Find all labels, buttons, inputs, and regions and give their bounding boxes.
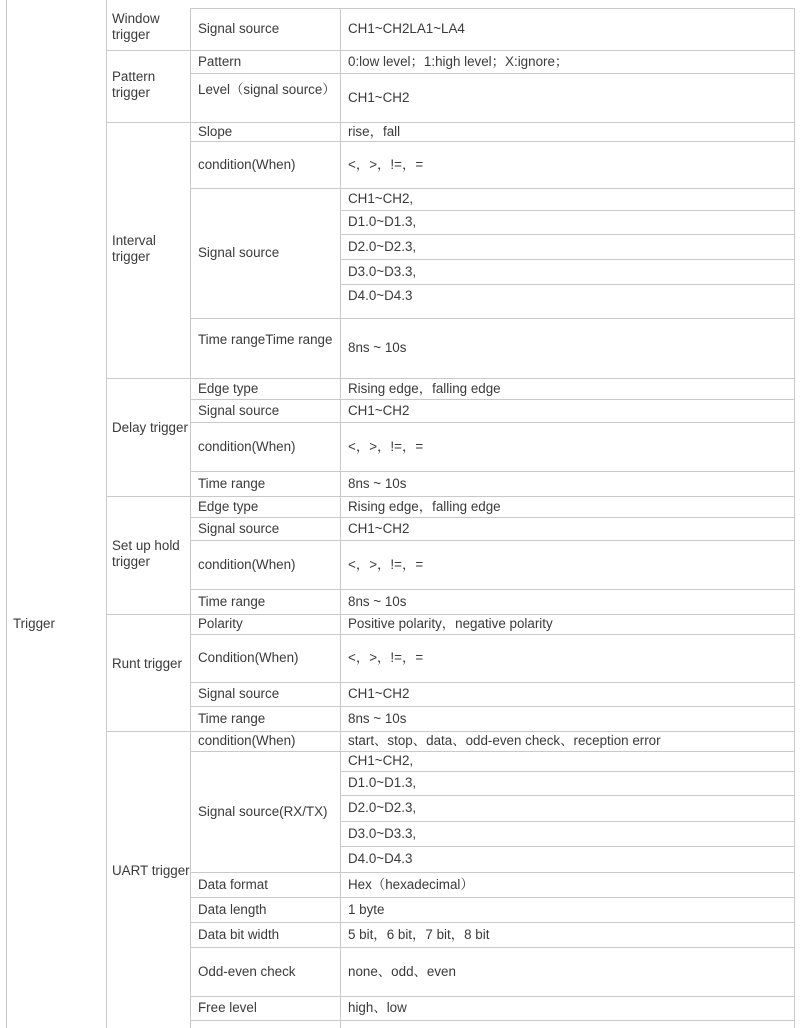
value-cell: D2.0~D2.3,: [348, 238, 417, 254]
grid-line: [106, 496, 794, 497]
value-cell: D4.0~D4.3: [348, 287, 413, 303]
group-name: Interval trigger: [112, 233, 156, 264]
param-label: Free level: [198, 1000, 257, 1015]
param-label: Condition(When): [198, 650, 299, 665]
value-cell: <，>，!=，=: [348, 650, 424, 665]
value-cell: 8ns ~ 10s: [348, 710, 407, 726]
param-label: Signal source: [198, 520, 280, 536]
value-cell: Hex（hexadecimal）: [348, 876, 474, 892]
grid-line: [190, 318, 794, 319]
grid-line: [190, 996, 794, 997]
value-cell: Positive polarity，negative polarity: [348, 616, 553, 631]
param-label: Signal source(RX/TX): [198, 803, 328, 819]
grid-line: [106, 378, 794, 379]
value-cell: Rising edge，falling edge: [348, 498, 501, 514]
param-label: condition(When): [198, 156, 296, 172]
value-cell: CH1~CH2: [348, 520, 410, 536]
value-cell: CH1~CH2,: [348, 753, 414, 768]
grid-line: [190, 141, 794, 142]
value-cell: 1 byte: [348, 901, 385, 917]
value-cell: Rising edge，falling edge: [348, 380, 501, 396]
grid-line: [340, 234, 794, 235]
grid-line: [340, 284, 794, 285]
value-cell: D3.0~D3.3,: [348, 825, 417, 841]
group-name: Pattern trigger: [112, 69, 156, 100]
grid-line: [190, 188, 794, 189]
value-cell: <，>，!=，=: [348, 438, 424, 454]
grid-line: [190, 517, 794, 518]
grid-line: [190, 922, 794, 923]
grid-line: [190, 399, 794, 400]
value-cell: 8ns ~ 10s: [348, 593, 407, 609]
param-label: Edge type: [198, 380, 259, 396]
grid-line: [340, 210, 794, 211]
grid-line: [190, 8, 794, 9]
group-name: Runt trigger: [112, 655, 182, 671]
grid-line: [340, 259, 794, 260]
grid-line: [190, 634, 794, 635]
value-cell: rise，fall: [348, 123, 401, 139]
value-cell: CH1~CH2,: [348, 191, 414, 206]
grid-line: [190, 1020, 794, 1021]
param-label: Signal source: [198, 245, 280, 260]
value-cell: CH1~CH2: [348, 89, 410, 105]
param-label: Time rangeTime range: [198, 332, 333, 347]
grid-line: [190, 751, 794, 752]
grid-line: [106, 614, 794, 615]
value-cell: 8ns ~ 10s: [348, 340, 407, 355]
value-cell: 0:low level；1:high level；X:ignore；: [348, 53, 569, 69]
value-cell: start、stop、data、odd-even check、reception error: [348, 733, 661, 748]
value-cell: CH1~CH2: [348, 686, 410, 701]
value-cell: none、odd、even: [348, 963, 456, 979]
grid-line: [190, 872, 794, 873]
grid-line: [190, 422, 794, 423]
param-label: Signal source: [198, 21, 280, 36]
value-cell: D4.0~D4.3: [348, 851, 413, 866]
grid-line: [190, 706, 794, 707]
grid-line: [190, 589, 794, 590]
group-name: Set up hold trigger: [112, 538, 180, 569]
grid-line: [190, 73, 794, 74]
grid-line: [6, 0, 7, 1028]
grid-line: [340, 8, 341, 1028]
grid-line: [190, 540, 794, 541]
grid-line: [190, 947, 794, 948]
param-label: Pattern: [198, 53, 242, 69]
value-cell: <，>，!=，=: [348, 556, 424, 572]
param-label: condition(When): [198, 556, 296, 572]
param-label: Time range: [198, 475, 266, 491]
grid-line: [190, 471, 794, 472]
value-cell: D3.0~D3.3,: [348, 263, 417, 279]
category-label: Trigger: [13, 616, 55, 631]
param-label: Odd-even check: [198, 963, 296, 979]
param-label: Time range: [198, 593, 266, 609]
param-label: Slope: [198, 123, 233, 139]
grid-line: [340, 821, 794, 822]
param-label: Signal source: [198, 686, 280, 701]
grid-line: [106, 731, 794, 732]
value-cell: D1.0~D1.3,: [348, 214, 417, 229]
group-name: Delay trigger: [112, 420, 188, 435]
value-cell: high、low: [348, 1000, 407, 1015]
value-cell: D2.0~D2.3,: [348, 800, 417, 815]
grid-line: [106, 50, 794, 51]
group-name: UART trigger: [112, 862, 190, 878]
grid-line: [190, 897, 794, 898]
value-cell: 5 bit，6 bit，7 bit，8 bit: [348, 926, 490, 942]
grid-line: [340, 771, 794, 772]
grid-line: [190, 8, 191, 1028]
param-label: condition(When): [198, 438, 296, 454]
grid-line: [340, 846, 794, 847]
param-label: Data length: [198, 901, 267, 917]
param-label: Data format: [198, 876, 268, 892]
param-label: condition(When): [198, 733, 296, 748]
param-label: Edge type: [198, 498, 259, 514]
param-label: Signal source: [198, 402, 280, 418]
value-cell: CH1~CH2: [348, 402, 410, 418]
param-label: Data bit width: [198, 926, 280, 942]
value-cell: <，>，!=，=: [348, 156, 424, 172]
param-label: Time range: [198, 710, 266, 726]
grid-line: [794, 8, 795, 1028]
grid-line: [190, 682, 794, 683]
value-cell: D1.0~D1.3,: [348, 775, 417, 790]
group-name: Window trigger: [112, 11, 160, 42]
param-label: Level（signal source）: [198, 81, 336, 97]
param-label: Polarity: [198, 616, 243, 631]
value-cell: CH1~CH2LA1~LA4: [348, 21, 465, 36]
grid-line: [106, 0, 107, 1028]
grid-line: [340, 795, 794, 796]
value-cell: 8ns ~ 10s: [348, 475, 407, 491]
